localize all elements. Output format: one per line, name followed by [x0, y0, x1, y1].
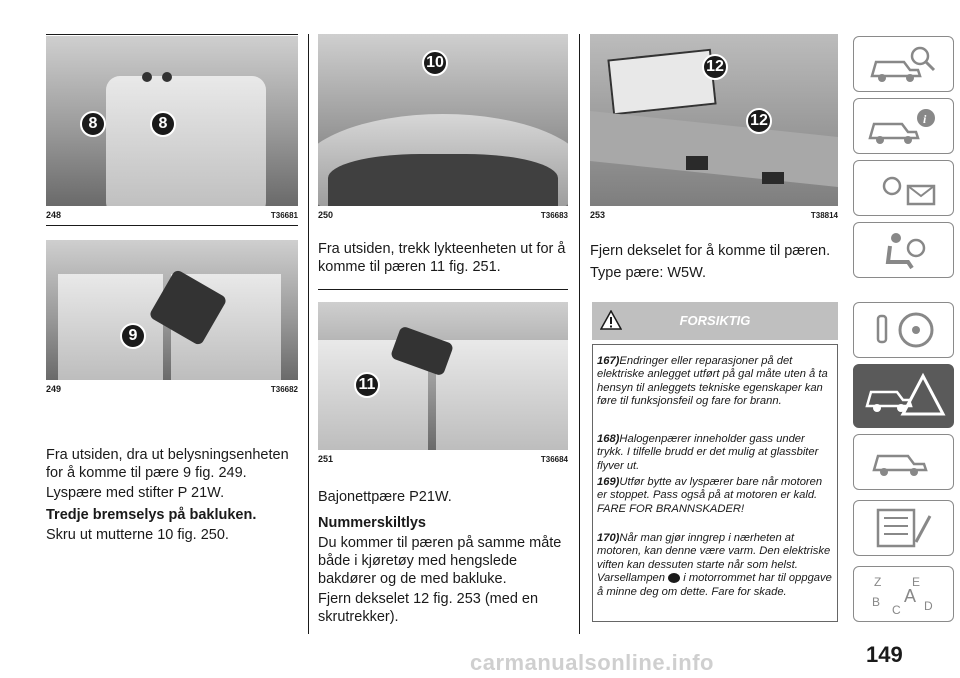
fan-warning-icon [668, 573, 680, 583]
tab-warning-lights[interactable] [853, 160, 954, 216]
column-divider [579, 34, 580, 634]
warning-note-170 [597, 532, 833, 599]
col2-paragraph-1: Fra utsiden, trekk lykteenheten ut for å komme til pæren 11 fig. 251. [318, 241, 566, 275]
svg-text:E: E [911, 575, 920, 589]
warning-header [592, 302, 838, 340]
tab-safety[interactable] [853, 222, 954, 278]
svg-text:C: C [891, 603, 901, 616]
figure-249-caption [46, 384, 298, 394]
warning-lights-icon [864, 166, 944, 210]
callout-8b: 8 [150, 111, 176, 137]
figure-code: T36684 [540, 454, 568, 464]
tab-in-an-emergency[interactable] [853, 364, 954, 428]
callout-9: 9 [120, 323, 146, 349]
watermark: carmanualsonline.info [470, 650, 714, 675]
col2-paragraph-2: Bajonettpære P21W. [318, 489, 452, 505]
figure-253-caption [590, 210, 838, 220]
figure-code: T38814 [810, 210, 838, 220]
figure-248-image [46, 36, 298, 206]
figure-code: T36681 [270, 210, 298, 220]
alphabetical-index-icon [864, 572, 944, 616]
col1-heading: Tredje bremselys på bakluken. [46, 507, 257, 523]
page-number: 149 [866, 642, 903, 667]
tab-technical-data[interactable] [853, 500, 954, 556]
figure-code: T36682 [270, 384, 298, 394]
note-number: 170) [597, 532, 620, 544]
note-text: Utfør bytte av lyspærer bare når motoren er stoppet. Pass også på at motoren er kald. FARE FOR BRANNSKADER! [597, 476, 823, 515]
figure-top-rule [46, 34, 298, 35]
warning-note-169 [597, 476, 833, 516]
callout-10: 10 [422, 50, 448, 76]
callout-11: 11 [354, 372, 380, 398]
tab-index[interactable] [853, 566, 954, 622]
seat-airbag-icon [864, 228, 944, 272]
col1-paragraph-2: Lyspære med stifter P 21W. [46, 485, 225, 501]
figure-rule [318, 289, 568, 290]
figure-251-caption [318, 454, 568, 464]
figure-250-image [318, 34, 568, 206]
callout-12a: 12 [702, 54, 728, 80]
note-text: Halogenpærer inneholder gass under trykk. I tilfelle brudd er det mulig at glassbiter flyver ut. [597, 433, 819, 472]
column-divider [308, 34, 309, 634]
col2-paragraph-3: Du kommer til pæren på samme måte både i kjøretøy med hengslede bakdører og de med bakluke. [318, 535, 562, 587]
warning-note-168 [597, 433, 833, 473]
col2-paragraph-4: Fjern dekselet 12 fig. 253 (med en skrutrekker). [318, 591, 539, 625]
figure-251-image [318, 302, 568, 450]
svg-text:B: B [871, 595, 880, 609]
figure-number: 253 [590, 210, 606, 220]
tab-starting-driving[interactable] [853, 302, 954, 358]
tab-maintenance[interactable] [853, 434, 954, 490]
svg-text:D: D [923, 599, 933, 613]
col3-paragraph-1: Fjern dekselet for å komme til pæren. [590, 243, 831, 259]
col2-heading: Nummerskiltlys [318, 515, 426, 531]
note-number: 168) [597, 433, 620, 445]
car-info-icon [864, 104, 944, 148]
col3-paragraph-2: Type pære: W5W. [590, 265, 707, 281]
callout-12b: 12 [746, 108, 772, 134]
svg-text:i: i [922, 112, 926, 126]
figure-number: 250 [318, 210, 334, 220]
warning-box [592, 344, 838, 622]
figure-248-caption [46, 210, 298, 220]
note-number: 169) [597, 476, 620, 488]
warning-note-167 [597, 355, 833, 409]
figure-250-caption [318, 210, 568, 220]
note-text: Når man gjør inngrep i nærheten at motoren, kan denne være varm. Den elektriske viften kan dessuten starte når som helst. Varsellampen [597, 532, 831, 585]
specs-list-icon [864, 506, 944, 550]
car-emergency-icon [861, 370, 947, 422]
note-number: 167) [597, 355, 620, 367]
svg-text:Z: Z [873, 575, 881, 589]
steering-wheel-icon [864, 308, 944, 352]
car-maintenance-icon [864, 440, 944, 484]
col1-paragraph-3: Skru ut mutterne 10 fig. 250. [46, 527, 229, 543]
car-search-icon [864, 42, 944, 86]
warning-title: FORSIKTIG [679, 313, 751, 328]
figure-rule [46, 225, 298, 226]
figure-253-image [590, 34, 838, 206]
svg-text:A: A [903, 586, 916, 606]
callout-8a: 8 [80, 111, 106, 137]
tab-dashboard[interactable] [853, 98, 954, 154]
figure-number: 248 [46, 210, 62, 220]
note-text: i motorrommet har til oppgave å minne deg om dette. Fare for skade. [597, 572, 832, 598]
note-text: Endringer eller reparasjoner på det elektriske anlegget utført på gal måte uten å ta hensyn til anleggets tekniske egenskaper kan føre til funksjonsfeil og fare for brann. [597, 355, 828, 408]
tab-getting-to-know[interactable] [853, 36, 954, 92]
col1-paragraph-1: Fra utsiden, dra ut belysningsenheten for å komme til pære 9 fig. 249. [46, 447, 289, 481]
figure-249-image [46, 240, 298, 380]
figure-number: 249 [46, 384, 62, 394]
figure-number: 251 [318, 454, 334, 464]
figure-code: T36683 [540, 210, 568, 220]
